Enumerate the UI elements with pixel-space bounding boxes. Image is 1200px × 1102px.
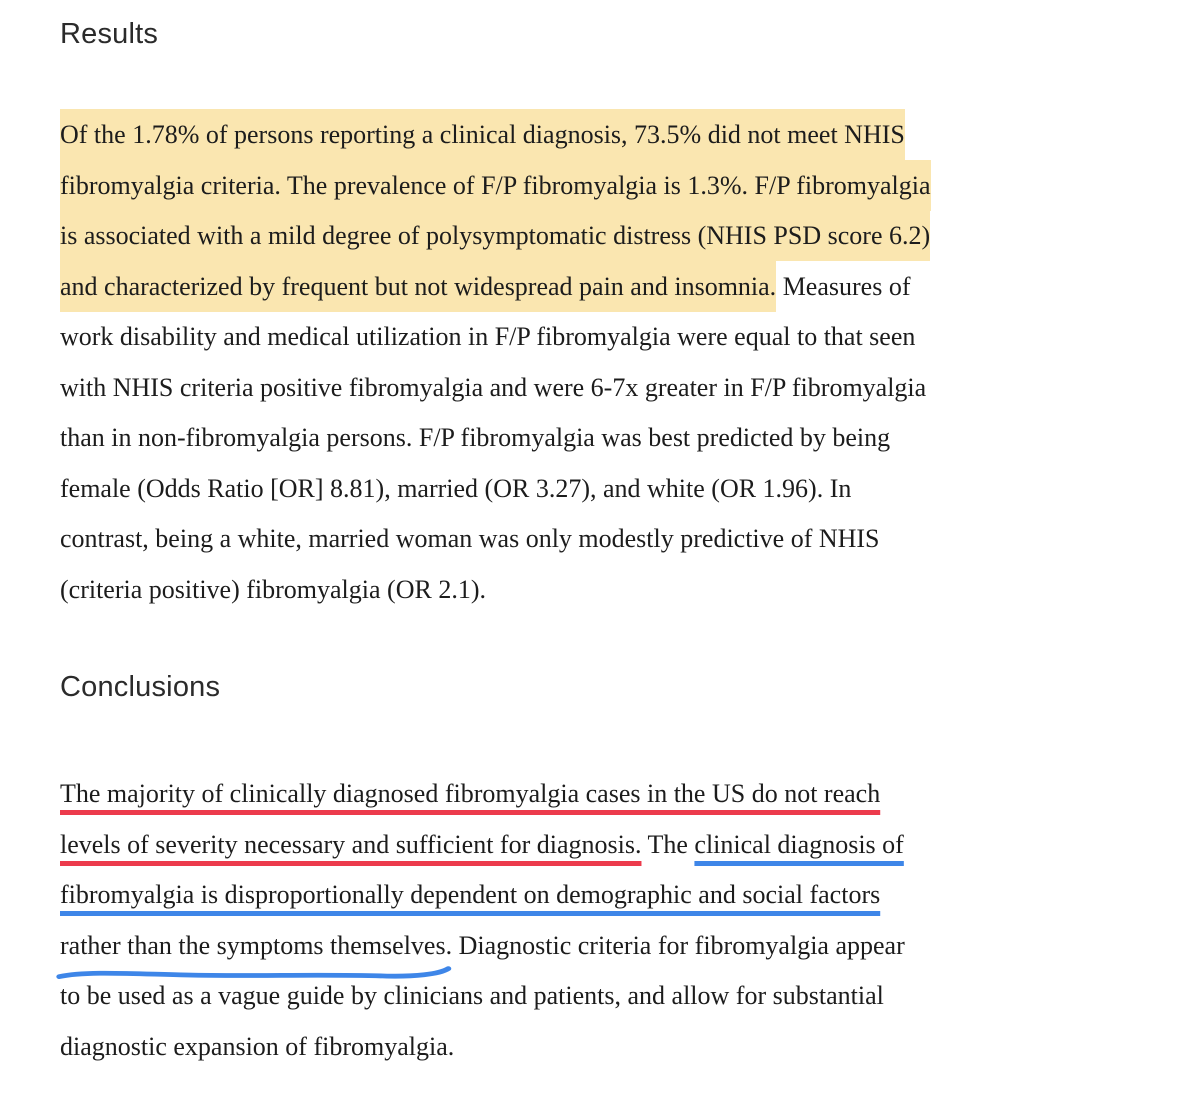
blue-underlined-text: rather than the symptoms themselves xyxy=(60,921,446,972)
text-segment: to be used as a vague guide by clinicians and patients, and allow for substantial xyxy=(60,981,884,1010)
text-line xyxy=(60,312,1160,363)
text-line xyxy=(60,1022,1160,1073)
text-segment: . Diagnostic criteria for fibromyalgia appear xyxy=(445,930,905,960)
highlighted-text: Of the 1.78% of persons reporting a clinical diagnosis, 73.5% did not meet NHIS xyxy=(60,109,905,160)
text-line xyxy=(60,110,1160,161)
highlighted-text: and characterized by frequent but not widespread pain and insomnia. xyxy=(60,261,776,312)
text-line xyxy=(60,514,1160,565)
conclusions-heading: Conclusions xyxy=(60,671,221,703)
text-line xyxy=(60,211,1160,262)
text-line xyxy=(60,363,1160,414)
blue-underlined-text: clinical diagnosis of xyxy=(694,829,904,859)
text-segment: work disability and medical utilization in F/P fibromyalgia were equal to that seen xyxy=(60,322,916,351)
text-segment: The xyxy=(641,829,695,859)
text-segment: diagnostic expansion of fibromyalgia. xyxy=(60,1031,455,1061)
highlighted-text: fibromyalgia criteria. The prevalence of F/P fibromyalgia is 1.3%. F/P fibromyalgia xyxy=(60,160,931,211)
text-line xyxy=(60,161,1160,212)
text-segment: than in non-fibromyalgia persons. F/P fibromyalgia was best predicted by being xyxy=(60,423,891,452)
text-segment: female (Odds Ratio [OR] 8.81), married (OR 3.27), and white (OR 1.96). In xyxy=(60,473,852,503)
text-line xyxy=(60,921,1160,972)
text-line xyxy=(60,262,1160,313)
text-line xyxy=(60,769,1160,820)
text-segment: with NHIS criteria positive fibromyalgia and were 6-7x greater in F/P fibromyalgia xyxy=(60,372,927,402)
text-segment: contrast, being a white, married woman was only modestly predictive of NHIS xyxy=(60,524,880,553)
text-segment: Measures of xyxy=(776,271,911,301)
text-line xyxy=(60,565,1160,616)
text-line xyxy=(60,820,1160,871)
text-line xyxy=(60,870,1160,921)
results-heading: Results xyxy=(60,18,159,50)
text-line xyxy=(60,971,1160,1022)
results-paragraph xyxy=(60,110,1160,615)
red-underlined-text: levels of severity necessary and sufficient for diagnosis. xyxy=(60,829,642,859)
blue-underlined-text: fibromyalgia is disproportionally dependent on demographic and social factors xyxy=(60,880,881,909)
text-segment: (criteria positive) fibromyalgia (OR 2.1). xyxy=(60,574,486,604)
text-line xyxy=(60,464,1160,515)
red-underlined-text: The majority of clinically diagnosed fibromyalgia cases in the US do not reach xyxy=(60,779,881,808)
text-line xyxy=(60,413,1160,464)
highlighted-text: is associated with a mild degree of polysymptomatic distress (NHIS PSD score 6.2) xyxy=(60,210,930,261)
conclusions-paragraph xyxy=(60,769,1160,1072)
